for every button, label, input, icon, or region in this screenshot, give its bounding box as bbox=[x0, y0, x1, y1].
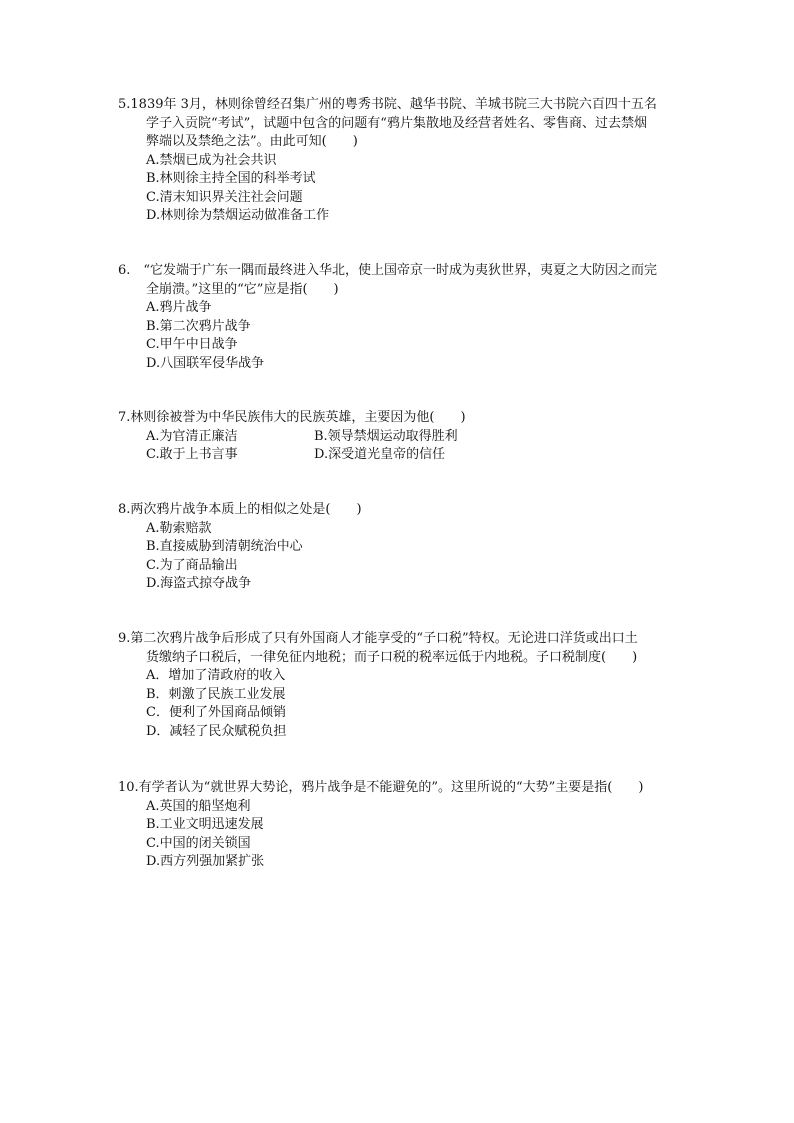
question-text-line: 8.两次鸦片战争本质上的相似之处是( ) bbox=[118, 502, 362, 517]
question-text-line: 10.有学者认为“就世界大势论，鸦片战争是不能避免的”。这里所说的“大势”主要是指( ) bbox=[118, 780, 644, 795]
question-7 bbox=[118, 409, 708, 465]
option-d[interactable]: D．减轻了民众赋税负担 bbox=[146, 723, 287, 739]
option-b[interactable]: B.第二次鸦片战争 bbox=[146, 318, 251, 334]
option-b[interactable]: B.直接威胁到清朝统治中心 bbox=[146, 539, 303, 554]
question-text-line: 9.第二次鸦片战争后形成了只有外国商人才能享受的“子口税”特权。无论进口洋货或出口土 bbox=[118, 631, 638, 646]
option-row bbox=[118, 446, 708, 465]
option-a[interactable]: A．增加了清政府的收入 bbox=[146, 668, 286, 683]
option-d[interactable]: D.海盗式掠夺战争 bbox=[146, 576, 252, 591]
option-d[interactable]: D.林则徐为禁烟运动做准备工作 bbox=[146, 208, 330, 223]
option-a[interactable]: A.禁烟已成为社会共识 bbox=[146, 152, 277, 168]
question-text-line: 7.林则徐被誉为中华民族伟大的民族英雄，主要因为他( ) bbox=[118, 410, 466, 425]
option-row bbox=[118, 428, 708, 447]
question-text-line: 弊端以及禁绝之法”。由此可知( ) bbox=[146, 134, 358, 149]
option-a[interactable]: A.勒索赔款 bbox=[146, 520, 212, 536]
option-c[interactable]: C.清末知识界关注社会问题 bbox=[146, 189, 303, 205]
option-a[interactable]: A.鸦片战争 bbox=[146, 300, 212, 315]
option-c[interactable]: C．便利了外国商品倾销 bbox=[146, 705, 286, 720]
option-b[interactable]: B.林则徐主持全国的科举考试 bbox=[146, 171, 316, 186]
option-c[interactable]: C.为了商品输出 bbox=[146, 557, 238, 573]
question-text-line: 货缴纳子口税后，一律免征内地税；而子口税的税率远低于内地税。子口税制度( ) bbox=[146, 649, 638, 665]
option-b[interactable]: B.工业文明迅速发展 bbox=[146, 817, 264, 832]
question-text-line: 学子入贡院“考试”，试题中包含的问题有“鸦片集散地及经营者姓名、零售商、过去禁烟 bbox=[146, 115, 647, 131]
question-6 bbox=[118, 262, 708, 373]
question-text-line: 6. “它发端于广东一隅而最终进入华北，使上国帝京一时成为夷狄世界，夷夏之大防因之而完 bbox=[118, 263, 658, 278]
question-8 bbox=[118, 501, 708, 594]
option-a[interactable]: A.为官清正廉洁 bbox=[146, 428, 238, 444]
question-10 bbox=[118, 779, 708, 872]
option-d[interactable]: D.八国联军侵华战争 bbox=[146, 355, 265, 371]
option-b[interactable]: B.领导禁烟运动取得胜利 bbox=[314, 428, 458, 444]
option-d[interactable]: D.深受道光皇帝的信任 bbox=[314, 447, 446, 462]
option-b[interactable]: B．刺激了民族工业发展 bbox=[146, 686, 286, 702]
option-d[interactable]: D.西方列强加紧扩张 bbox=[146, 854, 265, 869]
option-c[interactable]: C.敢于上书言事 bbox=[146, 447, 238, 462]
option-c[interactable]: C.甲午中日战争 bbox=[146, 337, 238, 352]
question-text-line: 5.1839年 3月，林则徐曾经召集广州的粤秀书院、越华书院、羊城书院三大书院六百四十五名 bbox=[118, 97, 657, 112]
question-5 bbox=[118, 96, 708, 226]
question-9 bbox=[118, 630, 708, 741]
question-text-line: 全崩溃。”这里的“它”应是指( ) bbox=[146, 281, 339, 297]
option-a[interactable]: A.英国的船坚炮利 bbox=[146, 798, 251, 814]
option-c[interactable]: C.中国的闭关锁国 bbox=[146, 835, 251, 851]
